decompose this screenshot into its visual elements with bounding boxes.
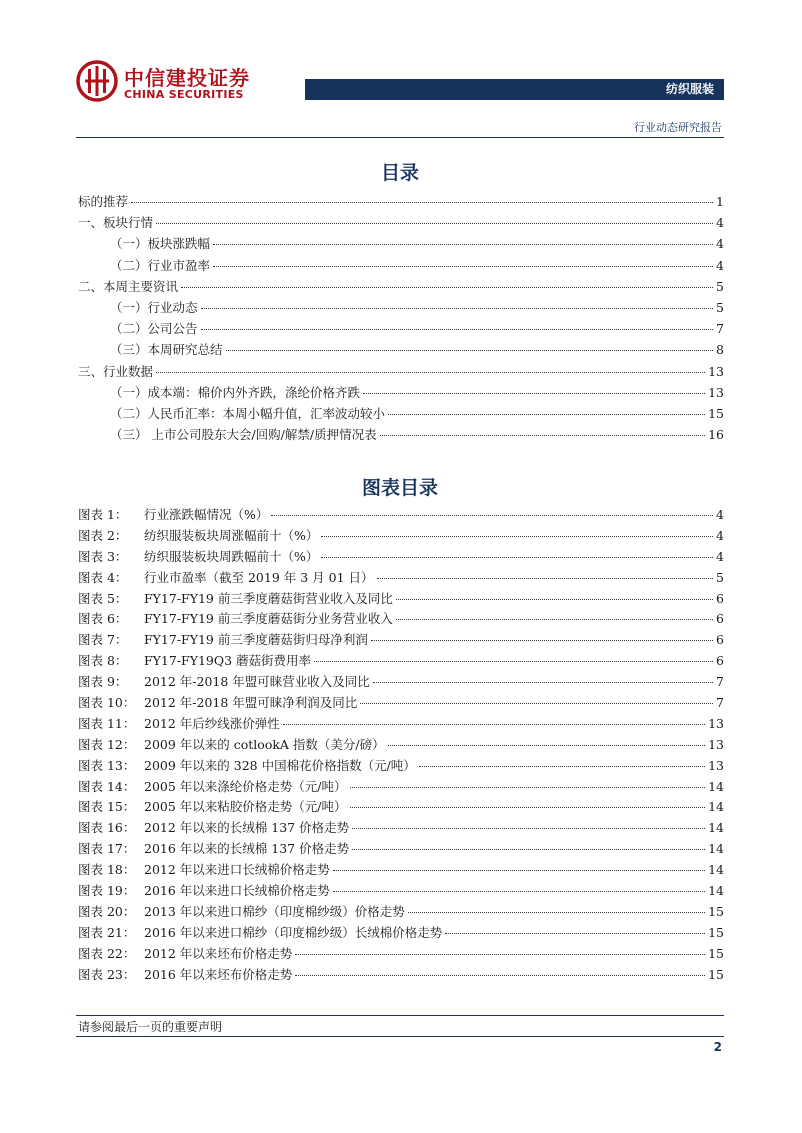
toc-entry-page: 5 — [716, 278, 724, 294]
figure-leader-dots — [321, 547, 713, 558]
figure-entry[interactable] — [78, 505, 724, 526]
toc-entry[interactable] — [78, 255, 724, 276]
figure-entry[interactable] — [78, 735, 724, 756]
figure-entry[interactable] — [78, 630, 724, 651]
toc-entry-page: 13 — [708, 363, 724, 379]
toc-entry-page: 16 — [708, 427, 724, 443]
toc-leader-dots — [131, 192, 713, 203]
figure-number: 图表 5： — [78, 590, 128, 606]
figure-entry-label — [78, 505, 268, 526]
toc-leader-dots — [380, 425, 705, 436]
figure-entry-page: 14 — [708, 799, 724, 815]
figure-entry-page: 6 — [716, 653, 724, 669]
toc-title: 目录 — [380, 162, 419, 184]
toc-leader-dots — [181, 277, 713, 288]
figure-title: 行业涨跌幅情况（%） — [144, 507, 269, 522]
toc-entry[interactable] — [78, 212, 724, 233]
figure-number: 图表 9： — [78, 674, 128, 690]
figure-entry-label — [78, 672, 370, 693]
figure-entry[interactable] — [78, 568, 724, 589]
figure-leader-dots — [396, 589, 713, 600]
figure-leader-dots — [377, 568, 713, 579]
logo-english-name: CHINA SECURITIES — [124, 88, 244, 101]
figure-leader-dots — [295, 965, 705, 976]
figure-title: 2005 年以来涤纶价格走势（元/吨） — [144, 778, 347, 794]
figure-title: FY17-FY19 前三季度蘑菇街归母净利润 — [144, 632, 368, 648]
figure-number: 图表 3： — [78, 548, 128, 564]
figure-number: 图表 2： — [78, 527, 128, 543]
figure-entry-page: 14 — [708, 778, 724, 794]
figure-entry-page: 14 — [708, 862, 724, 878]
citic-emblem-icon — [76, 60, 118, 102]
toc-entry[interactable] — [78, 318, 724, 339]
page-number: 2 — [713, 1040, 722, 1054]
figure-title: 2013 年以来进口棉纱（印度棉纱级）价格走势 — [144, 903, 405, 919]
toc-entry[interactable] — [78, 233, 724, 254]
toc-entry-label: 二、本周主要资讯 — [78, 278, 179, 294]
figure-entry-page: 13 — [708, 757, 724, 773]
figure-leader-dots — [360, 693, 713, 704]
figure-entry-page: 13 — [708, 736, 724, 752]
figure-entry-label — [78, 693, 357, 714]
figure-title: 2016 年以来的长绒棉 137 价格走势 — [144, 841, 350, 857]
figure-entry-page: 4 — [716, 527, 724, 543]
figure-leader-dots — [445, 923, 705, 934]
figure-title: 2012 年以来坯布价格走势 — [144, 945, 293, 961]
figure-entry-page: 7 — [716, 695, 724, 711]
figure-entry-page: 6 — [716, 632, 724, 648]
figure-leader-dots — [350, 797, 706, 808]
toc-entry[interactable] — [78, 339, 724, 360]
toc-entry-page: 4 — [716, 236, 724, 252]
figure-entry[interactable] — [78, 651, 724, 672]
figure-title: 2009 年以来的 328 中国棉花价格指数（元/吨） — [144, 757, 416, 773]
figure-entry-page: 14 — [708, 883, 724, 899]
figure-title: 2009 年以来的 cotlookA 指数（美分/磅） — [144, 736, 385, 752]
figure-leader-dots — [388, 735, 705, 746]
toc-leader-dots — [213, 256, 713, 267]
figure-entry-label — [78, 944, 292, 965]
toc-entry-label: （二）公司公告 — [110, 321, 198, 337]
figure-title: FY17-FY19Q3 蘑菇街费用率 — [144, 653, 312, 669]
figure-leader-dots — [352, 839, 705, 850]
figure-number: 图表 18： — [78, 862, 136, 878]
figure-title: 2012 年以来进口长绒棉价格走势 — [144, 862, 330, 878]
toc-leader-dots — [156, 362, 705, 373]
figure-number: 图表 10： — [78, 695, 136, 711]
company-logo — [76, 60, 306, 104]
figure-leader-dots — [371, 630, 713, 641]
figure-entry[interactable] — [78, 609, 724, 630]
figure-entry[interactable] — [78, 526, 724, 547]
figure-title: FY17-FY19 前三季度蘑菇街分业务营业收入 — [144, 611, 393, 627]
figure-entry[interactable] — [78, 547, 724, 568]
toc-entry-label: （一）行业动态 — [110, 299, 198, 315]
figure-number: 图表 23： — [78, 966, 136, 982]
figure-entry[interactable] — [78, 881, 724, 902]
figure-number: 图表 8： — [78, 653, 128, 669]
footer-divider — [76, 1015, 724, 1016]
figure-number: 图表 14： — [78, 778, 136, 794]
toc-entry-label: （三）本周研究总结 — [110, 342, 223, 358]
toc-entry[interactable] — [78, 403, 724, 424]
toc-list — [78, 191, 724, 445]
figure-entry-label — [78, 881, 330, 902]
toc-entry[interactable] — [78, 424, 724, 445]
figure-entry-label — [78, 735, 385, 756]
figure-number: 图表 20： — [78, 903, 136, 919]
figure-entry-label — [78, 609, 393, 630]
figure-entry[interactable] — [78, 965, 724, 986]
figure-title: 纺织服装板块周跌幅前十（%） — [144, 548, 319, 564]
figure-entry-label — [78, 860, 330, 881]
figure-number: 图表 15： — [78, 799, 136, 815]
figure-title: 2012 年后纱线涨价弹性 — [144, 715, 280, 731]
figure-number: 图表 6： — [78, 611, 128, 627]
figure-entry-page: 6 — [716, 611, 724, 627]
figure-entry-label — [78, 651, 311, 672]
figure-title: 2012 年-2018 年盟可睐净利润及同比 — [144, 695, 358, 711]
figure-entry-page: 4 — [716, 548, 724, 564]
figure-entry-page: 15 — [708, 966, 724, 982]
figure-entry-label — [78, 923, 442, 944]
figure-number: 图表 17： — [78, 841, 136, 857]
figure-entry[interactable] — [78, 944, 724, 965]
figure-entry[interactable] — [78, 818, 724, 839]
figure-entry-page: 5 — [716, 569, 724, 585]
figure-leader-dots — [314, 651, 713, 662]
figures-list — [78, 505, 724, 985]
report-type: 行业动态研究报告 — [634, 121, 722, 134]
toc-leader-dots — [388, 404, 705, 415]
figure-leader-dots — [396, 609, 713, 620]
toc-entry[interactable] — [78, 297, 724, 318]
logo-chinese-name: 中信建投证券 — [124, 66, 250, 90]
figure-leader-dots — [333, 881, 705, 892]
figure-leader-dots — [352, 818, 705, 829]
sector-banner — [305, 79, 724, 100]
figure-entry-label — [78, 714, 280, 735]
toc-entry-label: 三、行业数据 — [78, 363, 154, 379]
figure-title: 2012 年-2018 年盟可睐营业收入及同比 — [144, 674, 370, 690]
figure-entry-label — [78, 818, 349, 839]
figure-entry[interactable] — [78, 797, 724, 818]
figures-title: 图表目录 — [361, 477, 438, 499]
figure-number: 图表 12： — [78, 736, 136, 752]
figure-title: 2005 年以来粘胶价格走势（元/吨） — [144, 799, 347, 815]
figure-leader-dots — [419, 756, 705, 767]
toc-entry-label: （三） 上市公司股东大会/回购/解禁/质押情况表 — [110, 427, 377, 443]
toc-entry-page: 15 — [708, 405, 724, 421]
figure-leader-dots — [333, 860, 705, 871]
figure-entry-page: 4 — [716, 507, 724, 522]
figure-number: 图表 13： — [78, 757, 136, 773]
figure-entry-page: 14 — [708, 820, 724, 836]
figure-leader-dots — [408, 902, 705, 913]
figure-number: 图表 19： — [78, 883, 136, 899]
figure-entry-page: 15 — [708, 903, 724, 919]
figure-entry-label — [78, 902, 405, 923]
figure-number: 图表 22： — [78, 945, 136, 961]
figure-entry-page: 13 — [708, 715, 724, 731]
figure-number: 图表 21： — [78, 924, 136, 940]
toc-leader-dots — [201, 319, 713, 330]
figure-title: 行业市盈率（截至 2019 年 3 月 01 日） — [144, 569, 374, 585]
toc-entry[interactable] — [78, 382, 724, 403]
toc-entry-label: 一、板块行情 — [78, 215, 154, 231]
toc-leader-dots — [363, 383, 705, 394]
figure-entry[interactable] — [78, 672, 724, 693]
toc-entry-page: 4 — [716, 257, 724, 273]
disclaimer-note: 请参阅最后一页的重要声明 — [78, 1020, 223, 1034]
figure-leader-dots — [350, 777, 706, 788]
header-divider — [76, 137, 724, 138]
figure-entry[interactable] — [78, 860, 724, 881]
figure-entry-label — [78, 589, 393, 610]
figure-entry-label — [78, 839, 349, 860]
toc-entry-page: 5 — [716, 299, 724, 315]
figure-number: 图表 7： — [78, 632, 128, 648]
figure-leader-dots — [373, 672, 713, 683]
toc-entry-page: 13 — [708, 384, 724, 400]
figure-title: 2016 年以来坯布价格走势 — [144, 966, 293, 982]
figure-title: 2012 年以来的长绒棉 137 价格走势 — [144, 820, 350, 836]
toc-leader-dots — [226, 340, 713, 351]
toc-leader-dots — [201, 298, 713, 309]
toc-entry-page: 7 — [716, 321, 724, 337]
figure-entry[interactable] — [78, 714, 724, 735]
figure-entry-page: 15 — [708, 945, 724, 961]
figure-entry[interactable] — [78, 777, 724, 798]
toc-entry-page: 8 — [716, 342, 724, 358]
figure-entry-label — [78, 797, 347, 818]
figure-leader-dots — [295, 944, 705, 955]
figure-title: 2016 年以来进口长绒棉价格走势 — [144, 883, 330, 899]
figure-title: 纺织服装板块周涨幅前十（%） — [144, 527, 319, 543]
toc-entry-label: （一）成本端：棉价内外齐跌，涤纶价格齐跌 — [110, 384, 361, 400]
figure-entry-label — [78, 568, 374, 589]
figure-entry-label — [78, 965, 292, 986]
figure-title: FY17-FY19 前三季度蘑菇街营业收入及同比 — [144, 590, 393, 606]
figure-entry-page: 6 — [716, 590, 724, 606]
figure-entry[interactable] — [78, 923, 724, 944]
figure-number: 图表 11： — [78, 715, 136, 731]
toc-entry-page: 1 — [716, 194, 724, 209]
figure-leader-dots — [321, 526, 713, 537]
figure-entry-page: 15 — [708, 924, 724, 940]
figure-entry[interactable] — [78, 693, 724, 714]
figure-entry-page: 7 — [716, 674, 724, 690]
figure-number: 图表 4： — [78, 569, 128, 585]
figure-entry-label — [78, 547, 318, 568]
toc-leader-dots — [213, 234, 713, 245]
figure-leader-dots — [283, 714, 705, 725]
figure-entry-label — [78, 630, 368, 651]
footer-divider-bottom — [76, 1036, 724, 1037]
figure-number: 图表 1： — [78, 507, 128, 522]
figure-entry-label — [78, 756, 416, 777]
figure-entry[interactable] — [78, 839, 724, 860]
figure-title: 2016 年以来进口棉纱（印度棉纱级）长绒棉价格走势 — [144, 924, 443, 940]
toc-entry-label: 标的推荐 — [78, 194, 129, 209]
figure-entry-label — [78, 777, 347, 798]
figure-entry-page: 14 — [708, 841, 724, 857]
figure-leader-dots — [271, 505, 713, 516]
toc-entry-page: 4 — [716, 215, 724, 231]
figure-entry[interactable] — [78, 589, 724, 610]
toc-entry-label: （二）人民币汇率：本周小幅升值，汇率波动较小 — [110, 405, 386, 421]
toc-entry[interactable] — [78, 191, 724, 212]
toc-entry-label: （一）板块涨跌幅 — [110, 236, 211, 252]
figure-entry[interactable] — [78, 756, 724, 777]
toc-leader-dots — [156, 213, 713, 224]
toc-entry-label: （二）行业市盈率 — [110, 257, 211, 273]
toc-entry[interactable] — [78, 276, 724, 297]
toc-entry[interactable] — [78, 361, 724, 382]
figure-number: 图表 16： — [78, 820, 136, 836]
figure-entry[interactable] — [78, 902, 724, 923]
figure-entry-label — [78, 526, 318, 547]
sector-label: 纺织服装 — [665, 82, 714, 96]
